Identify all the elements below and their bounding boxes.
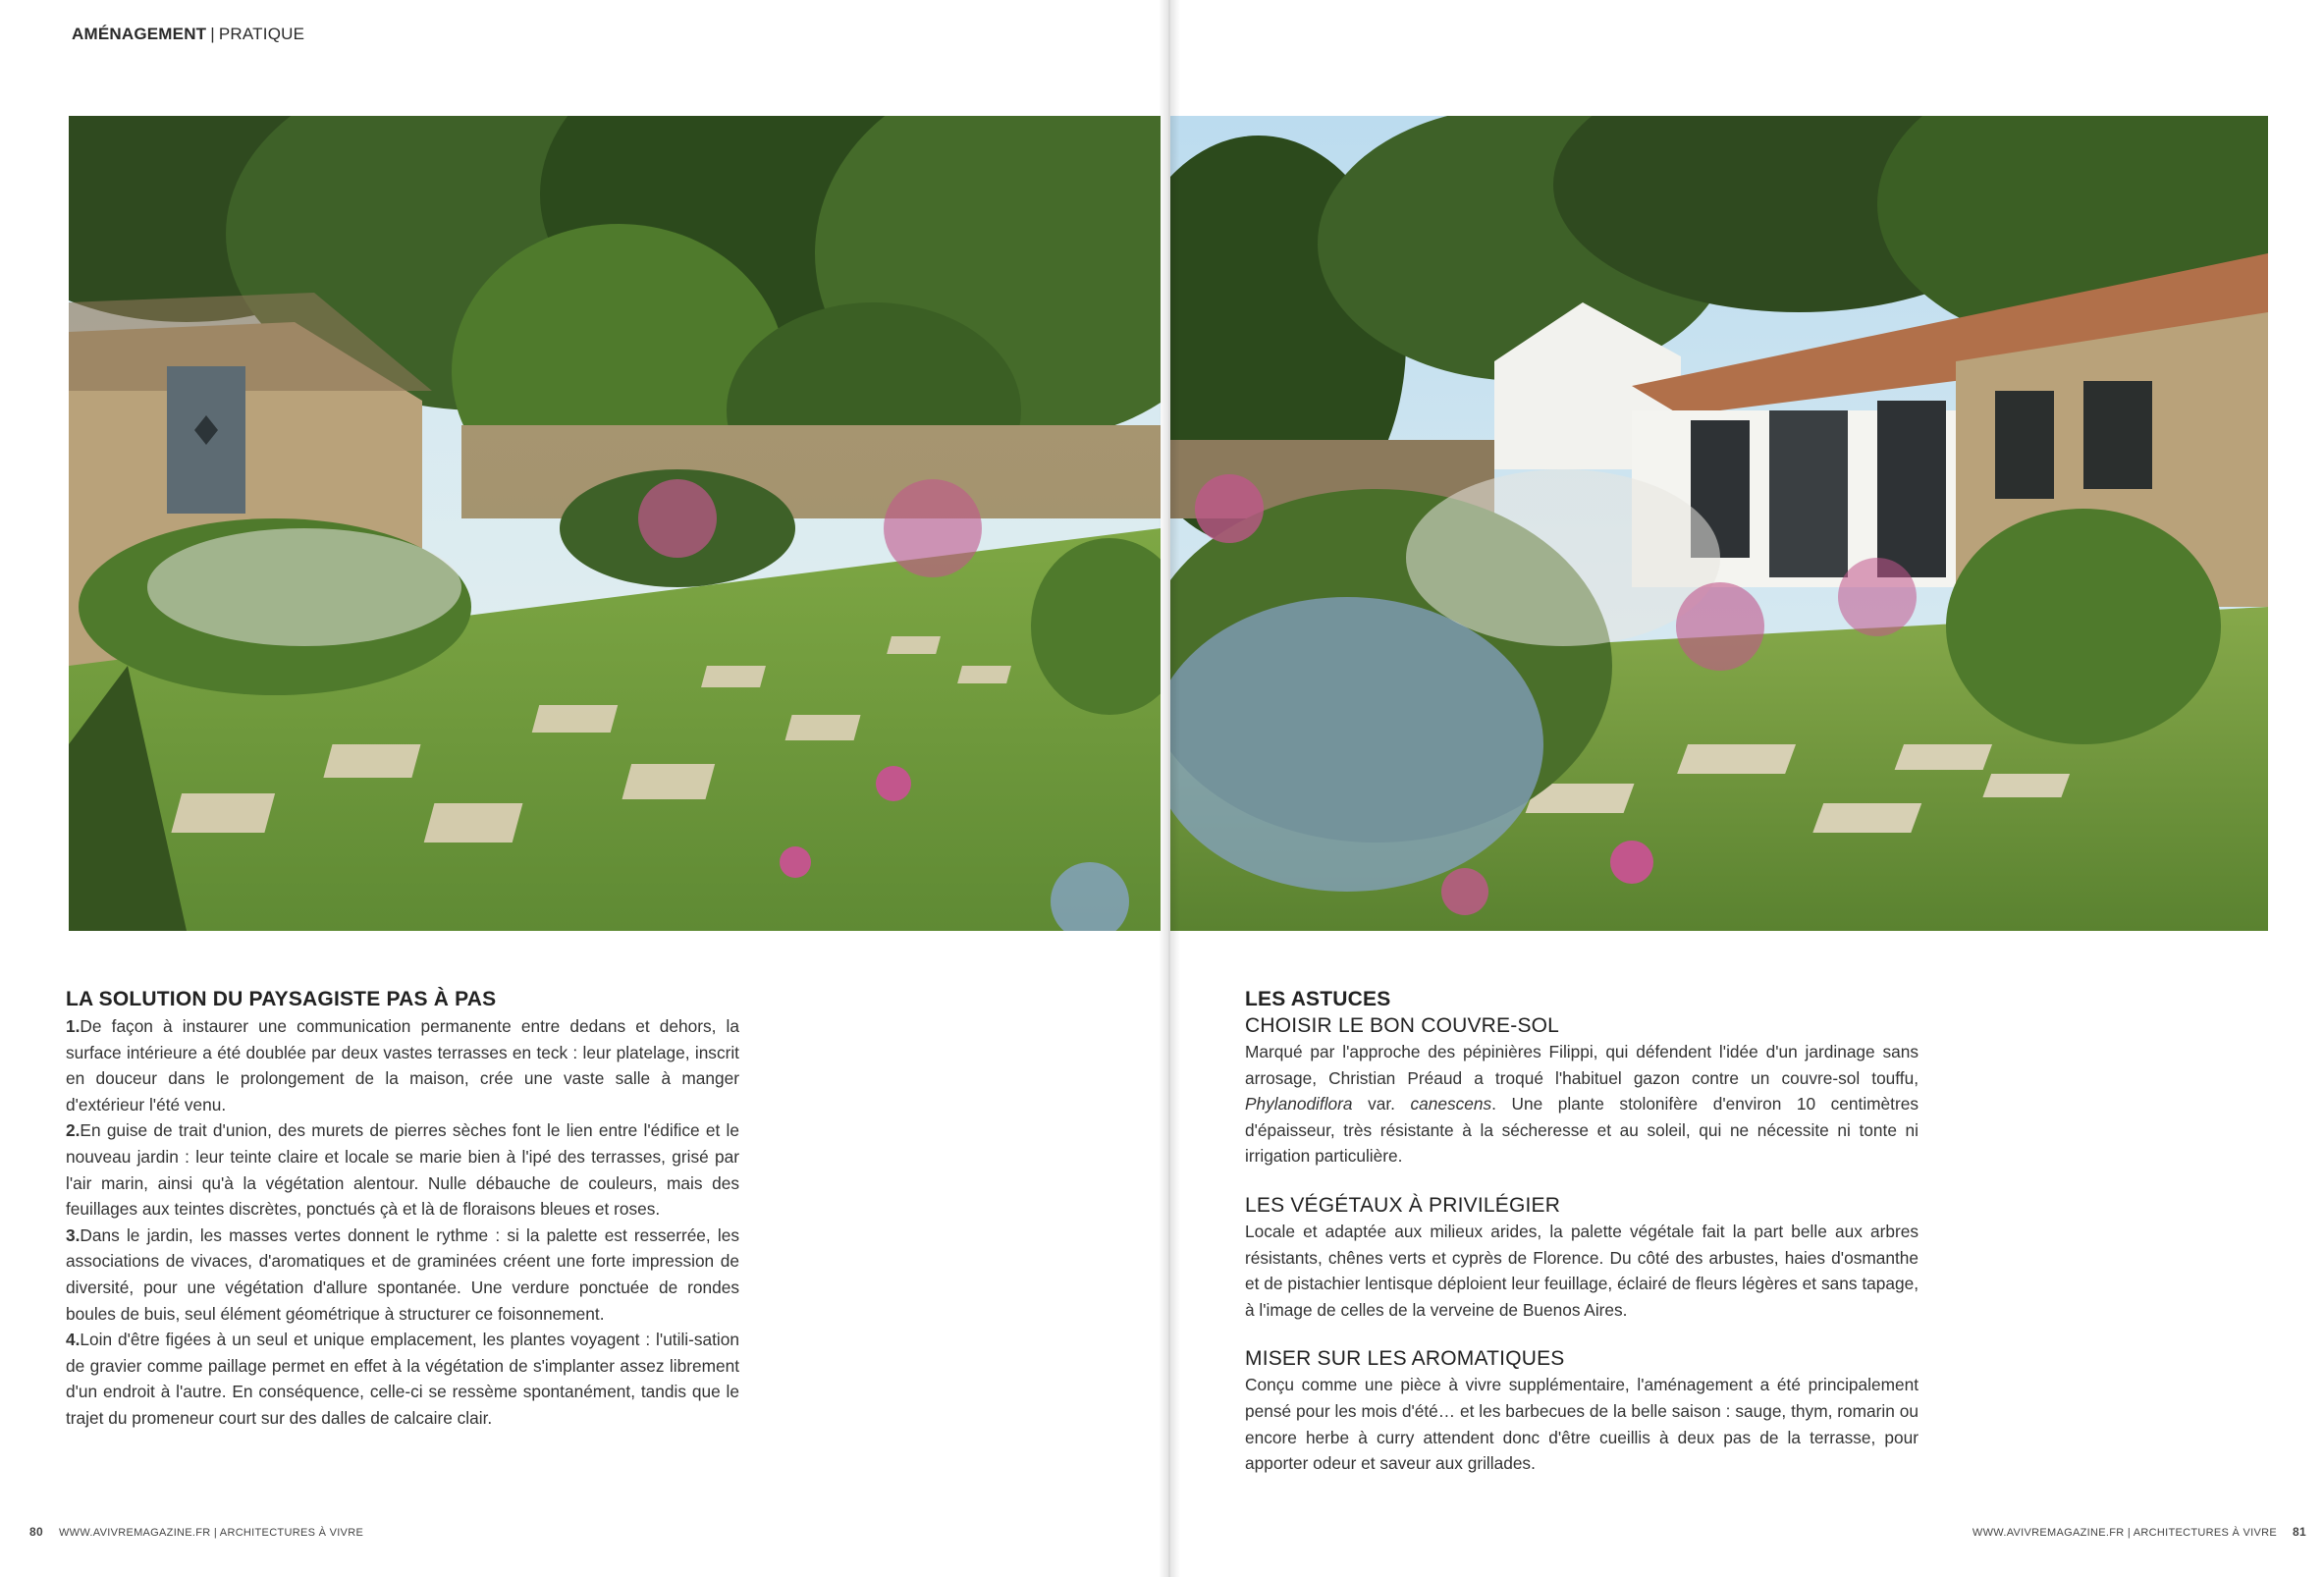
page-number-left: 80 (29, 1525, 43, 1539)
garden-photo-right (1170, 116, 2268, 931)
landscaper-solution-heading: LA SOLUTION DU PAYSAGISTE PAS À PAS (66, 988, 497, 1010)
section-rubric (72, 25, 304, 44)
footer-right-text: WWW.AVIVREMAGAZINE.FR | ARCHITECTURES À VIVRE (1972, 1527, 2278, 1539)
footer-right (1973, 1525, 2306, 1539)
step-2-text: En guise de trait d'union, des murets de pierres sèches font le lien entre l'édifice et le nouveau jardin : leur teinte claire et locale se marie bien à l'ipé des terrasses, grisé par l'air marin, ainsi qu'à la végétation alentour. Nulle débauche de couleurs, mais des feuillages aux teintes discrètes, ponctués çà et là de floraisons bleues et roses. (66, 1120, 739, 1220)
step-4-number: 4. (66, 1330, 81, 1350)
step-3-text: Dans le jardin, les masses vertes donnent le rythme : si la palette est resserrée, les associations de vivaces, d'aromatiques et de graminées créent une forte impression de diversité, pour une végétation d'allure spontanée. Une verdure ponctuée de rondes boules de buis, seul élément géométrique à structurer ce foisonnement. (66, 1224, 739, 1324)
page-number-right: 81 (2293, 1525, 2306, 1539)
tip-text-plants: Locale et adaptée aux milieux arides, la palette végétale fait la part belle aux arbres résistants, chênes verts et cyprès de Florence. Du côté des arbustes, haies d'osmanthe et de pistachier lentisque déploient leur feuillage, éclairé de fleurs légères et sans tapage, à l'image de celles de la verveine de Buenos Aires. (1245, 1221, 1919, 1320)
footer-left (29, 1525, 363, 1539)
landscaper-steps-column (66, 986, 739, 1432)
step-3 (66, 1223, 739, 1327)
tips-heading: LES ASTUCES (1245, 988, 1391, 1010)
garden-photo-left (69, 116, 1161, 931)
tip-title-ground-cover: CHOISIR LE BON COUVRE-SOL (1245, 1014, 1560, 1037)
step-4 (66, 1327, 739, 1431)
tip-title-plants: LES VÉGÉTAUX À PRIVILÉGIER (1245, 1193, 1561, 1217)
tip-title-aromatics: MISER SUR LES AROMATIQUES (1245, 1347, 1565, 1371)
rubric-subsection: PRATIQUE (218, 25, 305, 43)
plant-name-variety: canescens (1410, 1094, 1492, 1115)
rubric-section: AMÉNAGEMENT (72, 25, 207, 43)
tip-ground-cover-part-1: Marqué par l'approche des pépinières Filippi, qui défendent l'idée d'un jardinage sans arrosage, Christian Préaud a troqué l'habituel gazon contre un couvre-sol touffu, (1245, 1042, 1919, 1088)
step-1-text: De façon à instaurer une communication permanente entre dedans et dehors, la surface intérieure a été doublée par deux vastes terrasses en teck : leur platelage, inscrit en douceur dans le prolongement de la maison, crée une vaste salle à manger d'extérieur l'été venu. (66, 1016, 739, 1115)
garden-photo-left-image (69, 116, 1161, 931)
tips-column (1245, 986, 1919, 1477)
tip-ground-cover-part-2: var. (1352, 1094, 1411, 1115)
rubric-separator: | (210, 25, 215, 43)
step-1-number: 1. (66, 1016, 81, 1036)
plant-name-genus: Phylanodiflora (1245, 1094, 1353, 1115)
step-3-number: 3. (66, 1224, 81, 1245)
footer-left-text: WWW.AVIVREMAGAZINE.FR | ARCHITECTURES À VIVRE (58, 1527, 364, 1539)
step-1 (66, 1013, 739, 1117)
step-2 (66, 1117, 739, 1222)
step-2-number: 2. (66, 1120, 81, 1141)
tip-ground-cover-part-3: . Une plante stolonifère d'environ 10 centimètres d'épaisseur, très résistante à la sécheresse et au soleil, qui ne nécessite ni tonte ni irrigation particulière. (1245, 1094, 1919, 1167)
right-page (1168, 0, 2324, 1577)
tip-text-aromatics: Conçu comme une pièce à vivre supplémentaire, l'aménagement a été principalement pensé pour les mois d'été… et les barbecues de la belle saison : sauge, thym, romarin ou encore herbe à curry attendent donc d'être cueillis à deux pas de la terrasse, pour apporter odeur et saveur aux grillades. (1245, 1375, 1919, 1474)
garden-photo-right-image (1170, 116, 2268, 931)
tip-text-ground-cover (1245, 1039, 1919, 1169)
step-4-text: Loin d'être figées à un seul et unique emplacement, les plantes voyagent : l'utili-sation de gravier comme paillage permet en effet à la végétation de s'implanter assez librement d'un endroit à l'autre. En conséquence, celle-ci se ressème spontanément, tandis que le trajet du promeneur court sur des dalles de calcaire clair. (66, 1330, 739, 1428)
